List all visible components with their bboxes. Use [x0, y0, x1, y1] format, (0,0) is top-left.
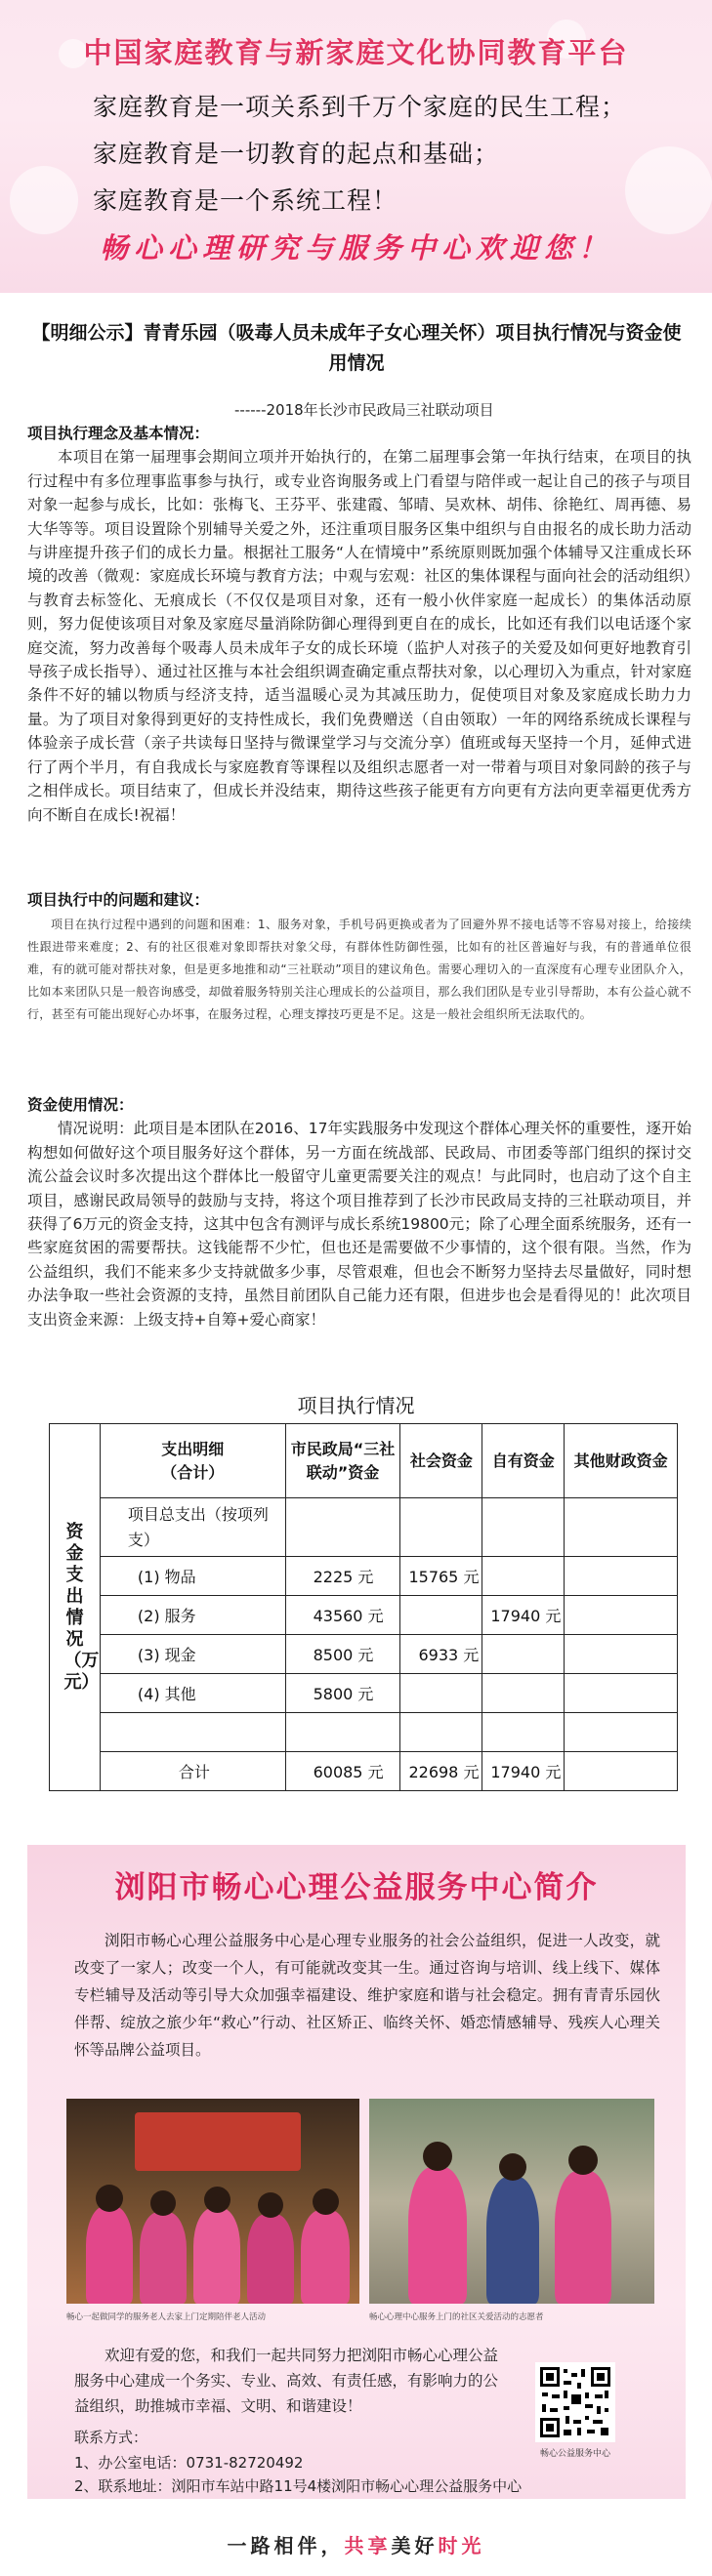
row-other: [565, 1596, 678, 1635]
footer-motto: [0, 2530, 712, 2558]
total-own: 17940 元: [482, 1752, 565, 1791]
motto-part-1: 一路相伴，: [227, 2534, 345, 2557]
section-3: [27, 1093, 691, 1331]
row-other: [565, 1674, 678, 1713]
total-mca: 60085 元: [285, 1752, 400, 1791]
row-mca: 5800 元: [285, 1674, 400, 1713]
row-own: [482, 1557, 565, 1596]
section-1-heading: 项目执行理念及基本情况：: [27, 425, 210, 442]
row-social: [400, 1498, 482, 1557]
total-social: 22698 元: [400, 1752, 482, 1791]
photo-caption-left: 畅心一起做同学的服务老人去家上门定期陪伴老人活动: [66, 2312, 267, 2322]
top-banner: [0, 0, 712, 293]
row-social: [400, 1674, 482, 1713]
header-mca: 市民政局“三社联动”资金: [285, 1424, 400, 1498]
row-mca: 43560 元: [285, 1596, 400, 1635]
row-own: [482, 1713, 565, 1752]
table-caption: 项目执行情况: [297, 1394, 415, 1417]
execution-table: [49, 1423, 678, 1791]
poster-title: 浏阳市畅心心理公益服务中心简介: [114, 1870, 599, 1905]
row-item: (1) 物品: [100, 1557, 285, 1596]
row-own: [482, 1498, 565, 1557]
table-row: [50, 1557, 678, 1596]
motto-part-2: 共享: [344, 2534, 392, 2557]
row-mca: 8500 元: [285, 1635, 400, 1674]
contact-phone: 1、办公室电话：0731-82720492: [74, 2454, 304, 2472]
table-row: [50, 1635, 678, 1674]
banner-title: 中国家庭教育与新家庭文化协同教育平台: [83, 36, 629, 69]
row-mca: [285, 1713, 400, 1752]
table-row: [50, 1674, 678, 1713]
section-1-body: 本项目在第一届理事会期间立项并开始执行的，在第二届理事会第一年执行结束，在项目的执行过程中有多位理事监事参与执行，或专业咨询服务或上门看望与陪伴或一起让自己的孩子与项目对象一起参与成长，比如：张梅飞、王芬平、张建霞、邹晴、吴欢林、胡伟、徐艳红、周再德、易大华等等。项目设置除个别辅导关爱之外，还注重项目服务区集中组织与自由报名的成长助力活动与讲座提升孩子们的成长力量。根据社工服务“人在情境中”系统原则既加强个体辅导又注重成长环境的改善（微观：家庭成长环境与教育方法；中观与宏观：社区的集体课程与面向社会的活动组织）与教育去标签化、无痕成长（不仅仅是项目对象，还有一般小伙伴家庭一起成长）的集体活动原则，努力促使该项目对象及家庭尽量消除防御心理得到更自在的成长，比如还有我们以电话逐个家庭交流，努力改善每个吸毒人员未成年子女的成长环境（监护人对孩子的关爱及如何更好地教育引导孩子成长指导）、通过社区推与本社会组织调查确定重点帮扶对象，以心理切入为重点，针对家庭条件不好的辅以物质与经济支持，适当温暖心灵为其减压助力，促使项目对象及家庭成长助力力量。为了项目对象得到更好的支持性成长，我们免费赠送（自由领取）一年的网络系统成长课程与体验亲子成长营（亲子共读每日坚持与微课堂学习与交流分享）值班或每天坚持一个月，延伸式进行了两个半月，有自我成长与家庭教育等课程以及组织志愿者一对一带着与项目对象同龄的孩子与之相伴成长。项目结束了，但成长并没结束，期待这些孩子能更有方向更有方法向更幸福更优秀方向不断自在成长!祝福！: [27, 448, 691, 824]
contact-heading: 联系方式：: [74, 2429, 148, 2446]
row-social: 15765 元: [400, 1557, 482, 1596]
article-subtitle: ------2018年长沙市民政局三社联动项目: [234, 401, 494, 419]
motto-part-3: 美好: [391, 2534, 439, 2557]
photo-caption-right: 畅心心理中心服务上门的社区关爱活动的志愿者: [369, 2312, 544, 2322]
section-3-body: 情况说明：此项目是本团队在2016、17年实践服务中发现这个群体心理关怀的重要性，逐开始构想如何做好这个项目服务好这个群体，另一方面在统战部、民政局、市团委等部门组织的探讨交流公益会议时多次提出这个群体比一般留守儿童更需要关注的观点！与此同时，也启动了这个自主项目，感谢民政局领导的鼓励与支持，将这个项目推荐到了长沙市民政局支持的三社联动项目，并获得了6万元的资金支持，这其中包含有测评与成长系统19800元；除了心理全面系统服务，还有一些家庭贫困的需要帮扶。这钱能帮不少忙，但也还是需要做不少事情的，这个很有限。当然，作为公益组织，我们不能来多少支持就做多少事，尽管艰难，但也会不断努力坚持去尽量做好，同时想办法争取一些社会资源的支持，虽然目前团队自己能力还有限，但进步也会是看得见的！此次项目支出资金来源：上级支持+自筹+爱心商家！: [27, 1120, 691, 1329]
section-2: [27, 888, 691, 912]
banner-line-2: 家庭教育是一切教育的起点和基础；: [93, 140, 500, 168]
row-item: (3) 现金: [100, 1635, 285, 1674]
row-own: [482, 1635, 565, 1674]
header-detail: 支出明细 （合计）: [100, 1424, 285, 1498]
poster-closing: 欢迎有爱的您，和我们一起共同努力把浏阳市畅心心理公益服务中心建成一个务实、专业、高效、有责任感，有影响力的公益组织，助推城市幸福、文明、和谐建设！: [74, 2347, 499, 2415]
poster-intro: 浏阳市畅心心理公益服务中心是心理专业服务的社会公益组织，促进一人改变，就改变了一家人；改变一个人，有可能就改变其一生。通过咨询与培训、线上线下、媒体专栏辅导及活动等引导大众加强幸福建设、维护家庭和谐与社会稳定。拥有青青乐园伙伴帮、绽放之旅少年“救心”行动、社区矫正、临终关怀、婚恋情感辅导、残疾人心理关怀等品牌公益项目。: [74, 1932, 660, 2059]
row-other: [565, 1713, 678, 1752]
intro-poster: [27, 1845, 686, 2499]
row-social: [400, 1713, 482, 1752]
row-mca: 2225 元: [285, 1557, 400, 1596]
table-row: [50, 1498, 678, 1557]
total-label: 合计: [100, 1752, 285, 1791]
table-total-row: [50, 1752, 678, 1791]
row-other: [565, 1635, 678, 1674]
header-social: 社会资金: [400, 1424, 482, 1498]
total-other: [565, 1752, 678, 1791]
row-social: [400, 1596, 482, 1635]
row-other: [565, 1557, 678, 1596]
side-label: 资金支出情况（万元）: [63, 1521, 100, 1693]
activity-photo-left: [66, 2099, 359, 2304]
qr-label: 畅心公益服务中心: [539, 2449, 610, 2459]
motto-part-4: 时光: [438, 2534, 485, 2557]
section-2-body: 项目在执行过程中遇到的问题和困难：1、服务对象，手机号码更换或者为了回避外界不接电话等不容易对接上，给接续性跟进带来难度；2、有的社区很难对象即帮扶对象父母，有群体性防御性强，比如有的社区普遍好与我，有的普通单位很难，有的就可能对帮扶对象，但是更多地推和动“三社联动”项目的建议角色。需要心理切入的一直深度有心理专业团队介入，比如本来团队只是一般咨询感受，却做着服务特别关注心理成长的公益项目，那么我们团队是专业引导帮助，本有公益心就不行，甚至有可能出现好心办坏事，在服务过程，心理支撑技巧更是不足。这是一般社会组织所无法取代的。: [27, 918, 691, 1021]
qr-code-icon: [538, 2365, 612, 2439]
row-mca: [285, 1498, 400, 1557]
row-own: [482, 1674, 565, 1713]
article-title: 【明细公示】青青乐园（吸毒人员未成年子女心理关怀）项目执行情况与资金使用情况: [31, 322, 682, 374]
row-item: 项目总支出（按项列支）: [100, 1498, 285, 1557]
table-header-row: [50, 1424, 678, 1498]
row-item: (4) 其他: [100, 1674, 285, 1713]
section-3-heading: 资金使用情况：: [27, 1096, 134, 1114]
qr-code: [535, 2362, 615, 2442]
activity-photo-right: [369, 2099, 654, 2304]
banner-line-1: 家庭教育是一项关系到千万个家庭的民生工程；: [93, 93, 627, 121]
table-row: [50, 1713, 678, 1752]
section-1: [27, 422, 691, 827]
header-own: 自有资金: [482, 1424, 565, 1498]
contact-address: 2、联系地址：浏阳市车站中路11号4楼浏阳市畅心心理公益服务中心: [74, 2477, 523, 2495]
row-other: [565, 1498, 678, 1557]
row-social: 6933 元: [400, 1635, 482, 1674]
table-row: [50, 1596, 678, 1635]
section-2-heading: 项目执行中的问题和建议：: [27, 891, 210, 909]
row-own: 17940 元: [482, 1596, 565, 1635]
banner-slogan: 畅心心理研究与服务中心欢迎您！: [99, 231, 612, 265]
banner-line-3: 家庭教育是一个系统工程！: [93, 186, 398, 215]
row-item: (2) 服务: [100, 1596, 285, 1635]
row-item: [100, 1713, 285, 1752]
header-other: 其他财政资金: [565, 1424, 678, 1498]
side-label-cell: [50, 1424, 101, 1791]
